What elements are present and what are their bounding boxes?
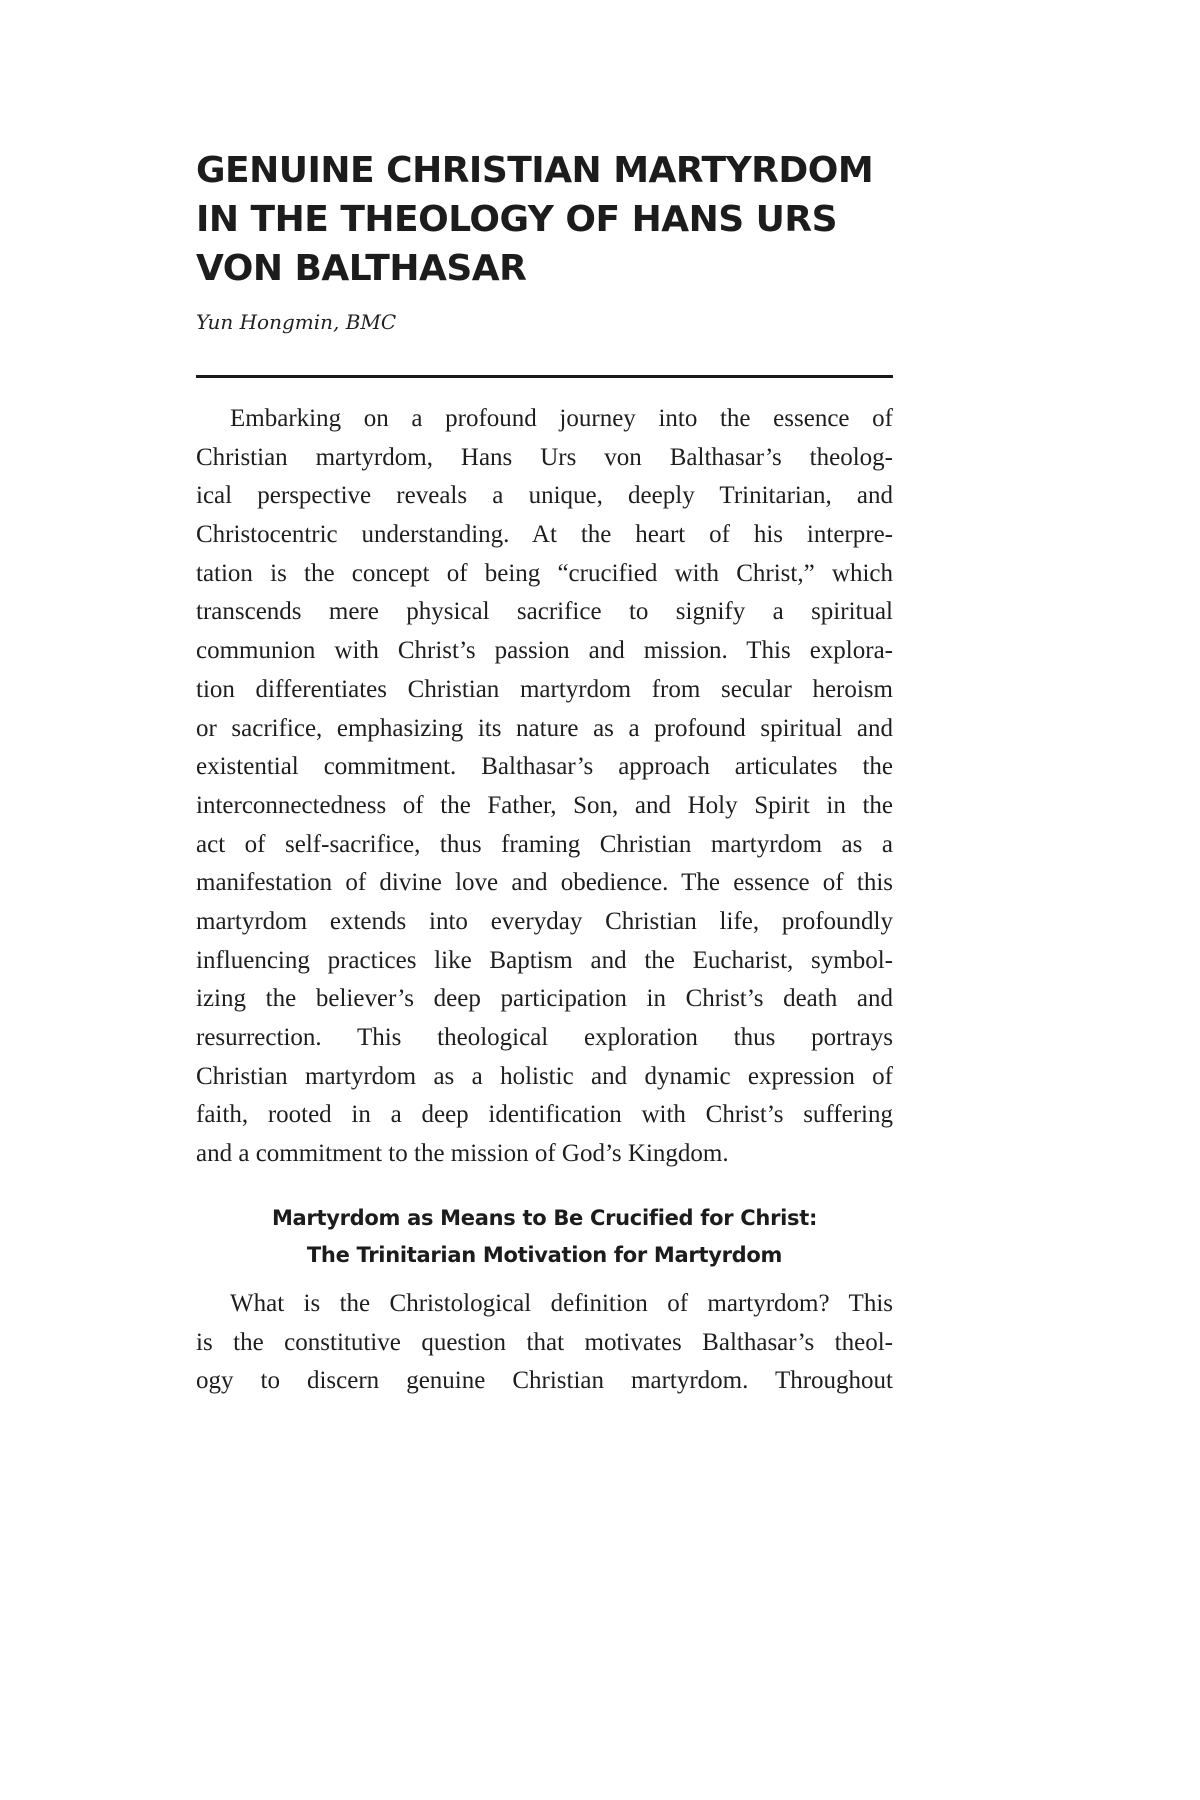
- text-line: and a commitment to the mission of God’s Kingdom.: [196, 1140, 729, 1168]
- text-line: Christocentric understanding. At the heart of his interpre-: [196, 521, 893, 549]
- title-line: VON BALTHASAR: [196, 248, 527, 289]
- text-line: What is the Christological definition of martyrdom? This: [230, 1290, 893, 1317]
- text-line: ogy to discern genuine Christian martyrdom. Throughout: [196, 1367, 893, 1395]
- text-line: manifestation of divine love and obedience. The essence of this: [196, 869, 893, 897]
- text-line: Embarking on a profound journey into the essence of: [230, 405, 893, 432]
- title-line: GENUINE CHRISTIAN MARTYRDOM: [196, 150, 874, 191]
- abstract-paragraph: [196, 400, 893, 1174]
- text-line: or sacrifice, emphasizing its nature as a profound spiritual and: [196, 714, 893, 742]
- text-line: martyrdom extends into everyday Christian life, profoundly: [196, 907, 893, 935]
- text-line: Christian martyrdom, Hans Urs von Balthasar’s theolog-: [196, 443, 893, 471]
- text-line: communion with Christ’s passion and mission. This explora-: [196, 637, 893, 665]
- text-line: is the constitutive question that motivates Balthasar’s theol-: [196, 1328, 893, 1356]
- heading-line: The Trinitarian Motivation for Martyrdom: [306, 1243, 783, 1267]
- text-line: act of self-sacrifice, thus framing Christian martyrdom as a: [196, 830, 893, 858]
- author-byline: Yun Hongmin, BMC: [196, 310, 397, 334]
- text-line: interconnectedness of the Father, Son, and Holy Spirit in the: [196, 791, 893, 819]
- section-heading: [196, 1200, 893, 1274]
- title-divider: [196, 375, 893, 378]
- title-line: IN THE THEOLOGY OF HANS URS: [196, 199, 838, 240]
- text-line: resurrection. This theological exploration thus portrays: [196, 1024, 893, 1051]
- text-line: influencing practices like Baptism and the Eucharist, symbol-: [196, 946, 893, 974]
- section-paragraph: [196, 1285, 893, 1401]
- article-title: [196, 146, 916, 293]
- text-line: tion differentiates Christian martyrdom from secular heroism: [196, 675, 893, 703]
- text-line: tation is the concept of being “crucified with Christ,” which: [196, 559, 893, 587]
- text-line: Christian martyrdom as a holistic and dynamic expression of: [196, 1062, 893, 1090]
- heading-line: Martyrdom as Means to Be Crucified for Christ:: [271, 1206, 818, 1230]
- text-line: ical perspective reveals a unique, deeply Trinitarian, and: [196, 482, 893, 510]
- text-line: faith, rooted in a deep identification with Christ’s suffering: [196, 1101, 893, 1129]
- text-line: izing the believer’s deep participation in Christ’s death and: [196, 985, 893, 1013]
- text-line: existential commitment. Balthasar’s approach articulates the: [196, 753, 893, 781]
- text-line: transcends mere physical sacrifice to signify a spiritual: [196, 598, 893, 626]
